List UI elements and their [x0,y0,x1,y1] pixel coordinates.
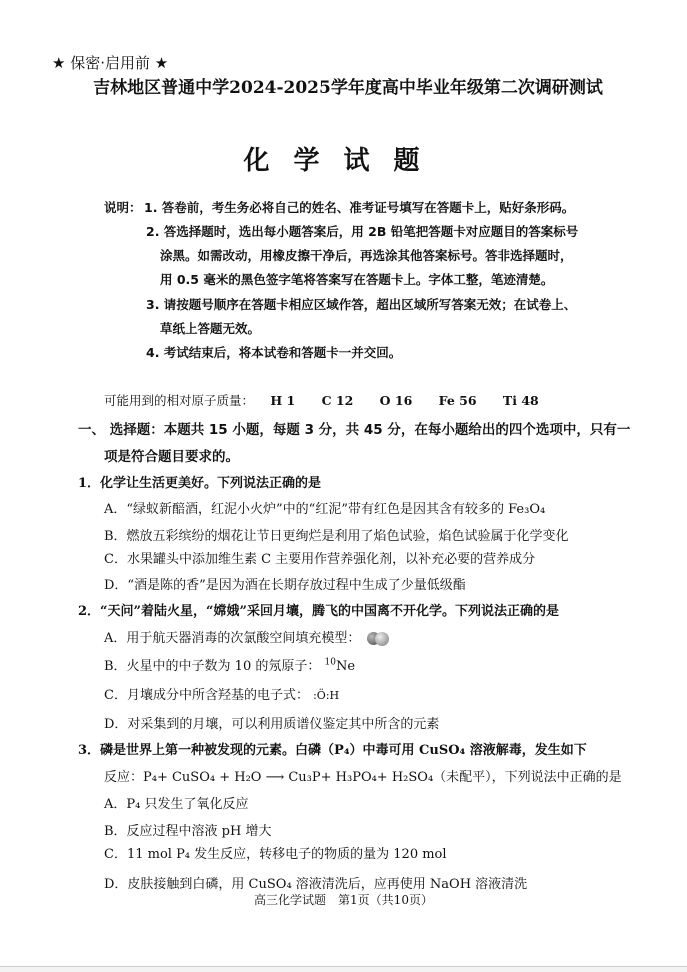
question-1-option-b: B．燃放五彩缤纷的烟花让节日更绚烂是利用了焰色试验，焰色试验属于化学变化 [104,529,569,544]
page-bottom-edge [0,966,687,972]
section-heading: 一、 选择题：本题共 15 小题，每题 3 分，共 45 分，在每小题给出的四个选项中，只有一 [78,422,631,438]
question-3-stem-cont: 反应：P₄+ CuSO₄ + H₂O ⟶ Cu₃P+ H₃PO₄+ H₂SO₄（未配平），下列说法中正确的是 [104,770,622,785]
question-2-stem: 2．“天问”着陆火星，“嫦娥”采回月壤，腾飞的中国离不开化学。下列说法正确的是 [78,604,559,619]
question-1-option-d: D．“酒是陈的香”是因为酒在长期存放过程中生成了少量低级酯 [104,578,466,593]
question-1-stem: 1．化学让生活更美好。下列说法正确的是 [78,476,322,491]
question-3-option-b: B．反应过程中溶液 pH 增大 [104,824,272,839]
confidential-label: ★ 保密·启用前 ★ [52,54,169,72]
atomic-mass: H 1 [270,393,296,408]
question-3-option-d: D．皮肤接触到白磷，用 CuSO₄ 溶液清洗后，应再使用 NaOH 溶液清洗 [104,877,528,892]
instructions-label: 说明： [104,200,142,215]
question-1-option-c: C．水果罐头中添加维生素 C 主要用作营养强化剂，以补充必要的营养成分 [104,552,536,567]
question-3-stem: 3．磷是世界上第一种被发现的元素。白磷（P₄）中毒可用 CuSO₄ 溶液解毒，发生如下 [78,743,587,758]
page-footer: 高三化学试题 第1页（共10页） [254,893,433,907]
question-1-option-a: A．“绿蚁新醅酒，红泥小火炉”中的“红泥”带有红色是因其含有较多的 Fe₃O₄ [104,502,546,517]
atomic-mass: O 16 [379,393,413,408]
instruction-line: 2. 答选择题时，选出每小题答案后，用 2B 铅笔把答题卡对应题目的答案标号 [146,224,579,239]
option-b-text: B．火星中的中子数为 10 的氖原子： [104,659,321,674]
instruction-line: 1. 答卷前，考生务必将自己的姓名、准考证号填写在答题卡上，贴好条形码。 [144,200,575,215]
subject-title: 化学试题 [243,146,444,176]
exam-title: 吉林地区普通中学2024-2025学年度高中毕业年级第二次调研测试 [93,78,603,98]
atomic-masses-label: 可能用到的相对原子质量： [104,393,255,408]
question-2-option-c [104,684,339,703]
atomic-mass: Fe 56 [438,393,477,408]
nuclide-mass-number: 10 [324,657,336,668]
instruction-line: 涂黑。如需改动，用橡皮擦干净后，再选涂其他答案标号。答非选择题时， [160,248,573,263]
instruction-line: 3. 请按题号顺序在答题卡相应区域作答，超出区域所写答案无效；在试卷上、 [146,297,577,312]
instruction-line: 4. 考试结束后，将本试卷和答题卡一并交回。 [146,345,402,360]
space-filling-model-icon [367,631,389,646]
question-2-option-d: D．对采集到的月壤，可以利用质谱仪鉴定其中所含的元素 [104,717,440,732]
atomic-mass: C 12 [321,393,354,408]
electron-formula: :Ö:H [313,689,340,702]
atomic-masses [104,391,561,409]
question-3-option-c: C．11 mol P₄ 发生反应，转移电子的物质的量为 120 mol [104,847,447,862]
option-c-text: C．月壤成分中所含羟基的电子式： [104,688,309,703]
question-3-option-a: A．P₄ 只发生了氧化反应 [104,797,249,812]
instruction-line: 用 0.5 毫米的黑色签字笔将答案写在答题卡上。字体工整，笔迹清楚。 [160,272,554,287]
section-heading-cont: 项是符合题目要求的。 [104,449,239,465]
question-2-option-b [104,655,355,674]
instruction-line: 草纸上答题无效。 [160,321,261,336]
atomic-mass: Ti 48 [502,393,539,408]
option-a-text: A．用于航天器消毒的次氯酸空间填充模型： [104,631,361,646]
nuclide-symbol: Ne [335,659,356,674]
question-2-option-a [104,627,389,646]
